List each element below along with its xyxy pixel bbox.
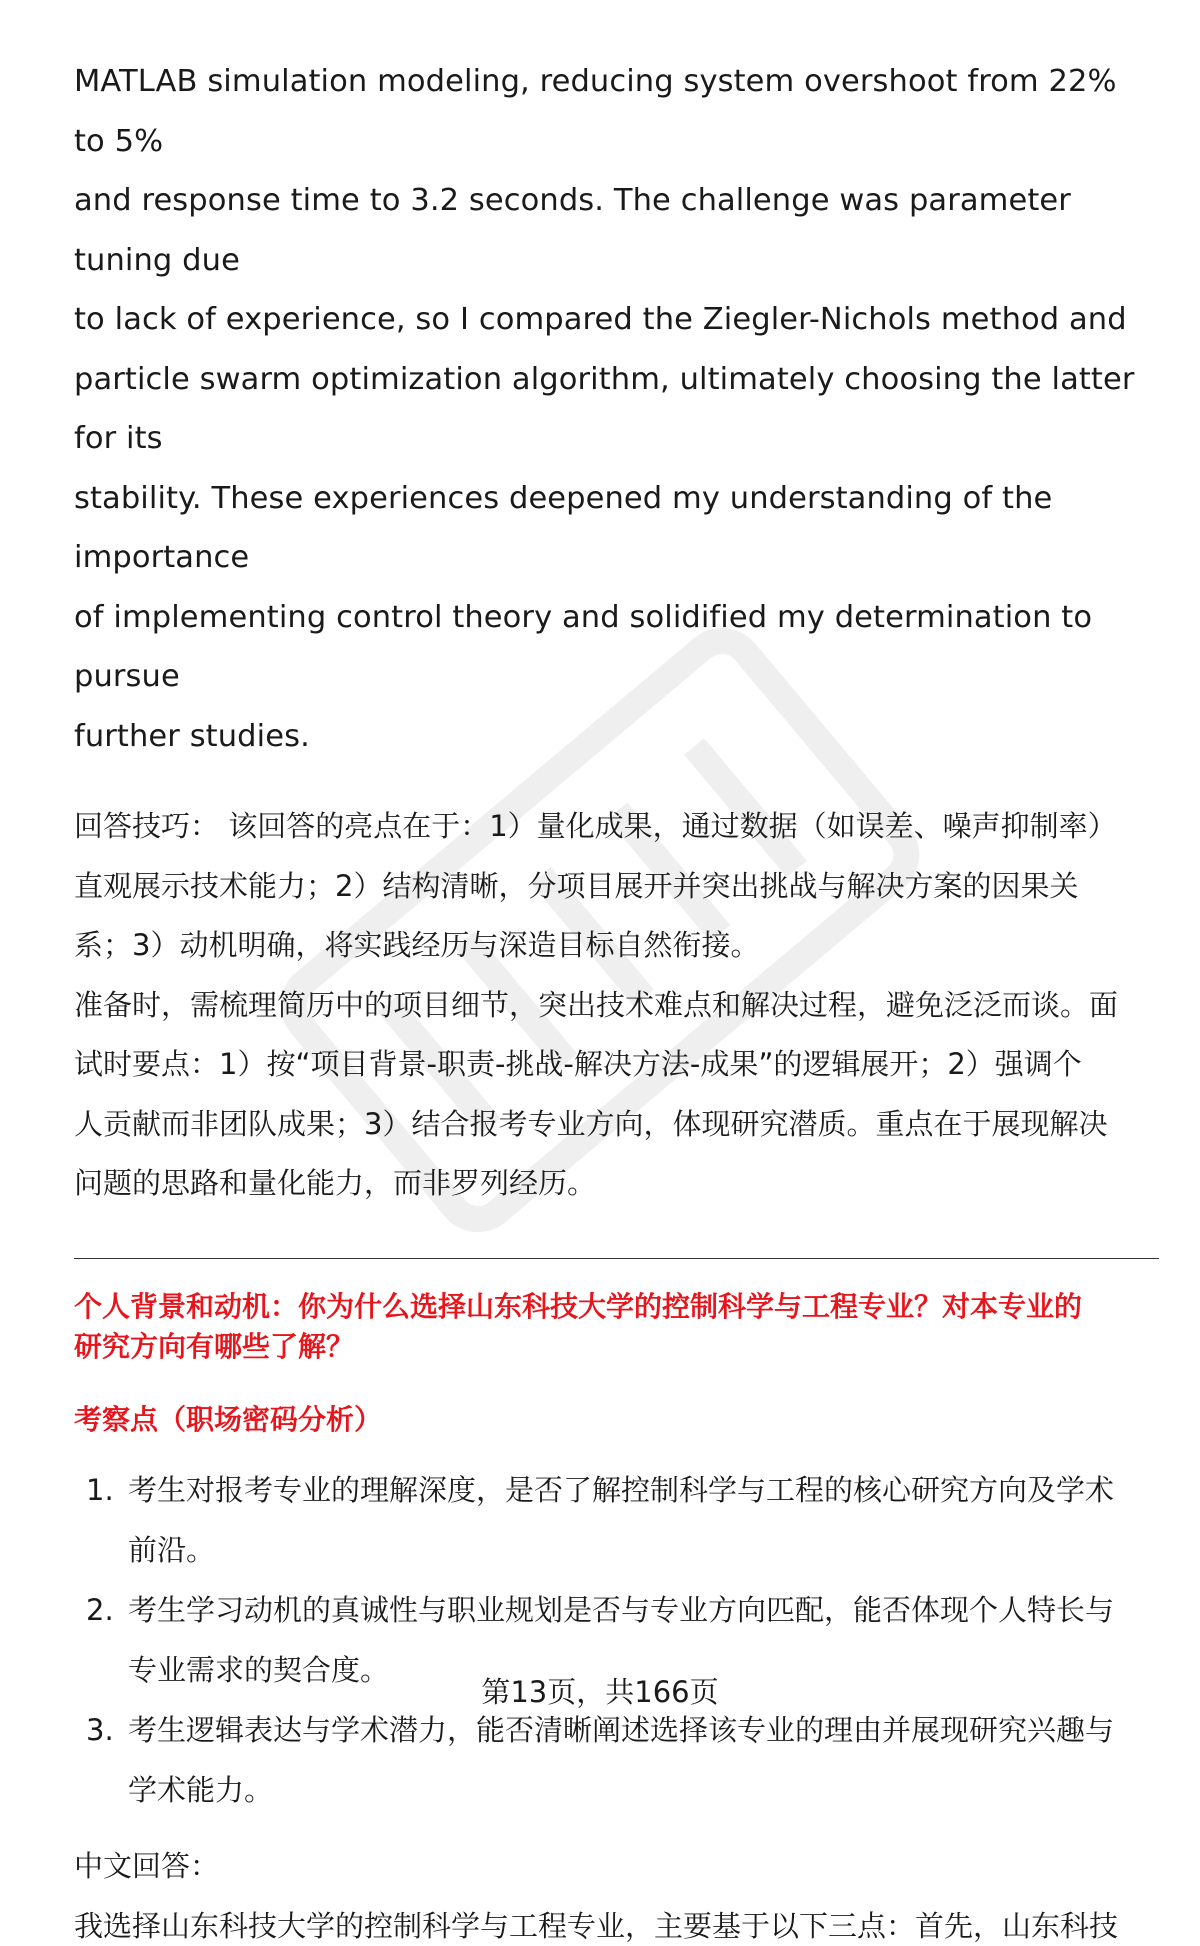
text-line: of implementing control theory and solidified my determination to pursue — [74, 599, 1093, 694]
section-divider — [74, 1258, 1159, 1259]
answer-label: 中文回答： — [74, 1848, 220, 1883]
list-number: 1. — [86, 1472, 114, 1507]
text-line: and response time to 3.2 seconds. The challenge was parameter tuning due — [74, 183, 1071, 278]
text-line: 系；3）动机明确，将实践经历与深造目标自然衔接。 — [74, 928, 760, 962]
text-line: stability. These experiences deepened my understanding of the importance — [74, 480, 1053, 575]
text-line: MATLAB simulation modeling, reducing system overshoot from 22% to 5% — [74, 64, 1117, 159]
question-line: 研究方向有哪些了解？ — [74, 1329, 355, 1363]
question-heading — [74, 1287, 1154, 1367]
list-item — [74, 1700, 1154, 1820]
list-item-line: 专业需求的契合度。 — [128, 1652, 390, 1687]
list-item — [74, 1460, 1154, 1580]
intro-paragraph — [74, 52, 1154, 766]
text-line: 人贡献而非团队成果；3）结合报考专业方向，体现研究潜质。重点在于展现解决 — [74, 1106, 1108, 1141]
text-line: 直观展示技术能力；2）结构清晰，分项目展开并突出挑战与解决方案的因果关 — [74, 868, 1079, 903]
list-number: 2. — [86, 1592, 114, 1627]
answer-text: 我选择山东科技大学的控制科学与工程专业，主要基于以下三点：首先，山东科技 — [74, 1908, 1119, 1943]
document-page — [74, 52, 1154, 1946]
text-line: 回答技巧： 该回答的亮点在于：1）量化成果，通过数据（如误差、噪声抑制率） — [74, 809, 1117, 843]
text-line: 试时要点：1）按“项目背景-职责-挑战-解决方法-成果”的逻辑展开；2）强调个 — [74, 1047, 1082, 1081]
list-item-line: 学术能力。 — [128, 1772, 274, 1807]
text-line: 问题的思路和量化能力，而非罗列经历。 — [74, 1166, 597, 1200]
assessment-points-list — [74, 1460, 1154, 1820]
list-item-line: 考生对报考专业的理解深度，是否了解控制科学与工程的核心研究方向及学术 — [128, 1472, 1115, 1507]
list-item-line: 考生学习动机的真诚性与职业规划是否与专业方向匹配，能否体现个人特长与 — [128, 1592, 1115, 1627]
list-item-line: 考生逻辑表达与学术潜力，能否清晰阐述选择该专业的理由并展现研究兴趣与 — [128, 1712, 1115, 1747]
text-line: particle swarm optimization algorithm, ultimately choosing the latter for its — [74, 361, 1135, 456]
list-number: 3. — [86, 1712, 114, 1747]
assessment-subheading: 考察点（职场密码分析） — [74, 1402, 383, 1436]
prep-paragraph — [74, 976, 1154, 1214]
tips-paragraph — [74, 797, 1154, 976]
text-line: to lack of experience, so I compared the Ziegler-Nichols method and — [74, 302, 1127, 337]
text-line: 准备时，需梳理简历中的项目细节，突出技术难点和解决过程，避免泛泛而谈。面 — [74, 987, 1119, 1022]
page-number-footer: 第13页，共166页 — [481, 1675, 719, 1709]
list-item-line: 前沿。 — [128, 1532, 216, 1567]
question-line: 个人背景和动机：你为什么选择山东科技大学的控制科学与工程专业？对本专业的 — [74, 1289, 1083, 1323]
text-line: further studies. — [74, 718, 310, 754]
